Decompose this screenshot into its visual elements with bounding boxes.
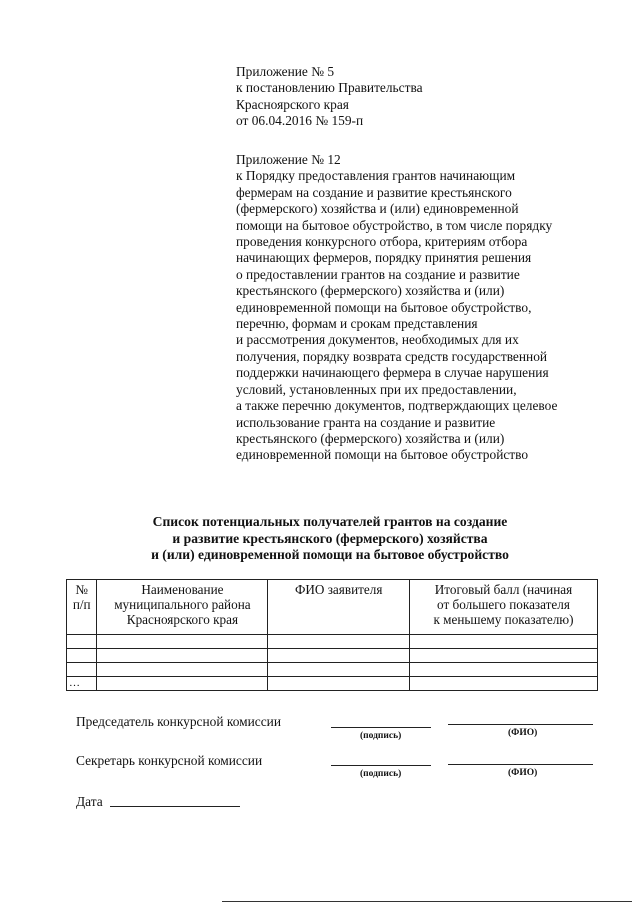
table-cell <box>67 649 97 663</box>
table-cell <box>67 663 97 677</box>
table-row <box>67 635 598 649</box>
header-total-score <box>409 580 597 635</box>
annex-line: проведения конкурсного отбора, критериям отбора <box>236 234 528 250</box>
chairman-signature-line[interactable] <box>331 727 431 728</box>
document-title <box>60 514 600 564</box>
secretary-signature-line[interactable] <box>331 765 431 766</box>
table-cell <box>409 649 597 663</box>
header-text: п/п <box>72 597 91 612</box>
annex-line: крестьянского (фермерского) хозяйства и (или) <box>236 430 505 446</box>
date-label: Дата <box>76 794 103 809</box>
annex-line: единовременной помощи на бытовое обустройство <box>236 447 529 463</box>
header-text: № <box>75 582 89 597</box>
annex-line: перечню, формам и срокам представления <box>236 316 478 332</box>
table-row <box>67 677 598 691</box>
secretary-name-line[interactable] <box>448 764 593 765</box>
annex-line: к Порядку предоставления грантов начинающим <box>236 168 516 184</box>
header-applicant-name <box>268 580 410 635</box>
header-text: муниципального района <box>114 597 251 612</box>
signature-hint: (подпись) <box>360 731 402 741</box>
header-text: к меньшему показателю) <box>433 612 574 627</box>
date-line[interactable] <box>110 806 240 807</box>
title-line: Список потенциальных получателей грантов на создание <box>152 514 508 529</box>
annex-line: использование гранта на создание и развитие <box>236 414 496 430</box>
annex-line: начинающих фермеров, порядку принятия решения <box>236 250 532 266</box>
chairman-label: Председатель конкурсной комиссии <box>76 714 281 729</box>
table-row <box>67 663 598 677</box>
name-hint: (ФИО) <box>508 728 538 738</box>
annex-line: от 06.04.2016 № 159-п <box>236 113 364 129</box>
table-cell <box>268 663 410 677</box>
ellipsis-cell: … <box>67 677 97 691</box>
table-cell <box>97 635 268 649</box>
name-hint: (ФИО) <box>508 768 538 778</box>
title-line: и (или) единовременной помощи на бытовое обустройство <box>151 547 509 562</box>
table-cell <box>409 677 597 691</box>
annex-line: о предоставлении грантов на создание и развитие <box>236 266 520 282</box>
table-cell <box>97 677 268 691</box>
applicants-table <box>66 579 598 691</box>
header-number <box>67 580 97 635</box>
table-row <box>67 649 598 663</box>
header-text: от большего показателя <box>437 597 570 612</box>
title-line: и развитие крестьянского (фермерского) хозяйства <box>172 530 488 546</box>
header-text: Итоговый балл (начиная <box>434 582 573 597</box>
table-cell <box>409 663 597 677</box>
header-text: Красноярского края <box>126 612 239 627</box>
table-cell <box>268 649 410 663</box>
annex-12-header <box>236 152 626 464</box>
annex-line: поддержки начинающего фермера в случае нарушения <box>236 365 549 381</box>
header-district <box>97 580 268 635</box>
signature-hint: (подпись) <box>360 769 402 779</box>
table-cell <box>97 649 268 663</box>
header-text: ФИО заявителя <box>294 582 383 597</box>
secretary-label: Секретарь конкурсной комиссии <box>76 753 263 768</box>
annex-line: единовременной помощи на бытовое обустройство, <box>236 299 532 315</box>
annex-line: фермерам на создание и развитие крестьянского <box>236 184 512 200</box>
annex-line: (фермерского) хозяйства и (или) единовременной <box>236 201 519 217</box>
chairman-name-line[interactable] <box>448 724 593 725</box>
page-bottom-rule <box>222 901 632 902</box>
annex-line: а также перечню документов, подтверждающих целевое <box>236 398 558 414</box>
annex-line: Приложение № 12 <box>236 152 341 167</box>
annex-line: помощи на бытовое обустройство, в том числе порядку <box>236 217 553 233</box>
annex-line: и рассмотрения документов, необходимых для их <box>236 332 519 348</box>
table-cell <box>268 635 410 649</box>
annex-5-header <box>236 64 626 130</box>
table-cell <box>97 663 268 677</box>
annex-line: условий, установленных при их предоставлении, <box>236 381 517 397</box>
annex-line: к постановлению Правительства <box>236 80 423 96</box>
table-cell <box>67 635 97 649</box>
header-text: Наименование <box>141 582 224 597</box>
annex-line: Приложение № 5 <box>236 64 335 79</box>
annex-line: крестьянского (фермерского) хозяйства и (или) <box>236 283 505 299</box>
table-header-row <box>67 580 598 635</box>
annex-line: получения, порядку возврата средств государственной <box>236 348 548 364</box>
table-cell <box>268 677 410 691</box>
annex-line: Красноярского края <box>236 96 349 112</box>
table-cell <box>409 635 597 649</box>
